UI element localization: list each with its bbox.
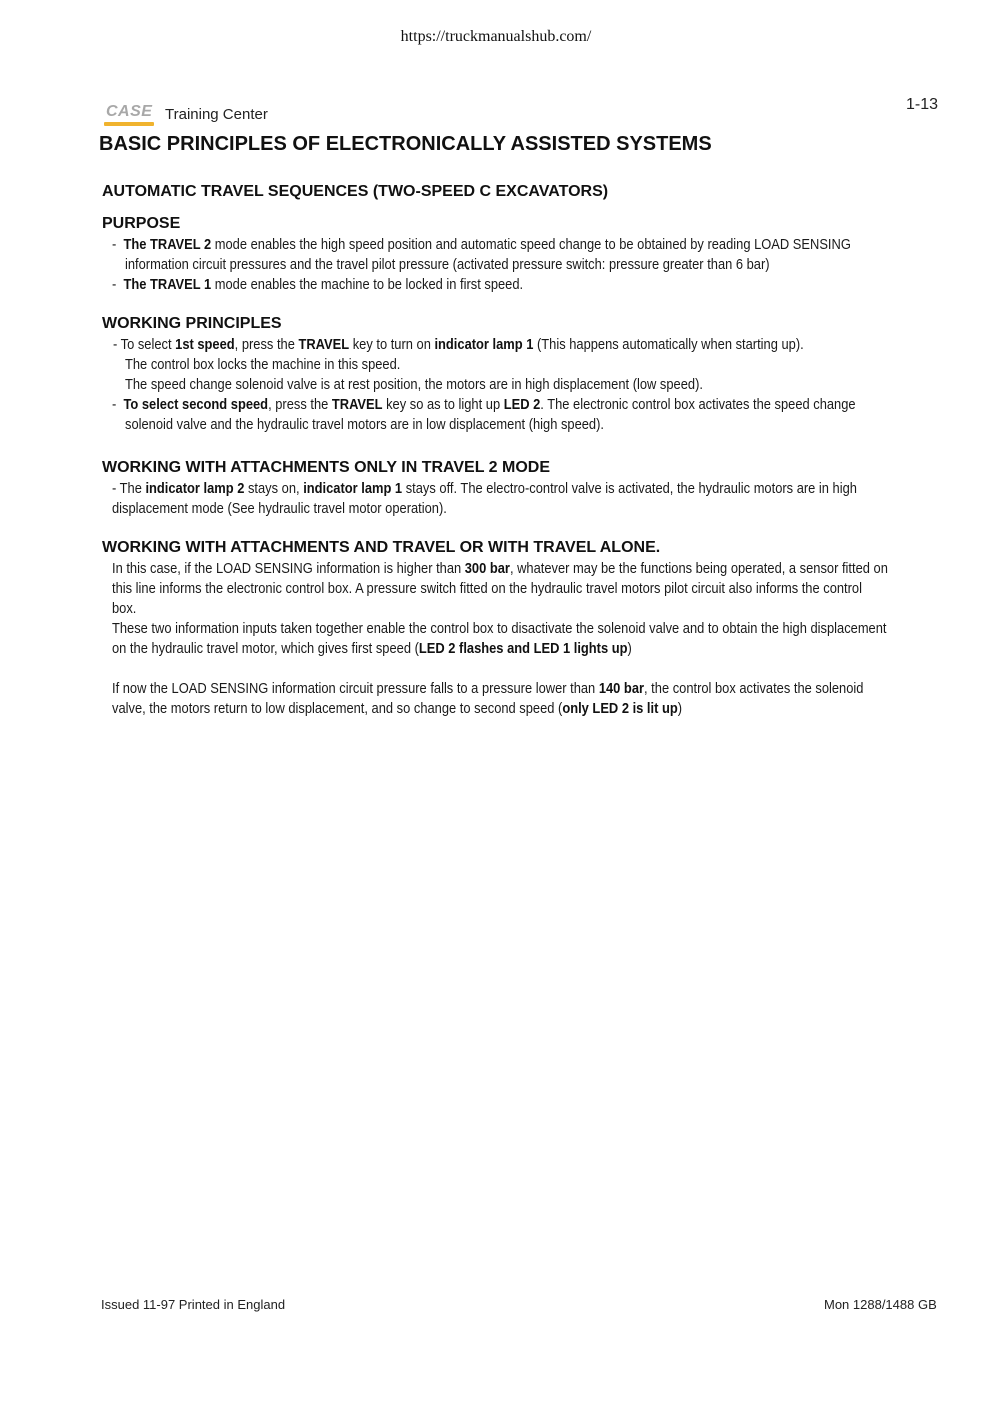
attachments-and-travel-line-4: These two information inputs taken together enable the control box to disactivate the solenoid valve and to obtain the high displacement: [112, 620, 887, 637]
working-principles-line-5: solenoid valve and the hydraulic travel motors are in low displacement (high speed).: [125, 416, 604, 433]
bullet-dash: -: [112, 396, 117, 413]
purpose-travel1-term: The TRAVEL 1: [123, 276, 212, 293]
purpose-heading: PURPOSE: [102, 215, 181, 232]
source-url[interactable]: https://truckmanualshub.com/: [400, 28, 592, 45]
attachments-travel2-line-1: - The indicator lamp 2 stays on, indicator lamp 1 stays off. The electro-control valve is activated, the hydraulic motors are in high: [112, 480, 857, 497]
attachments-travel2-line-2: displacement mode (See hydraulic travel motor operation).: [112, 500, 447, 517]
attachments-and-travel-line-5: on the hydraulic travel motor, which gives first speed (LED 2 flashes and LED 1 lights up): [112, 640, 632, 657]
footer-manual-number: Mon 1288/1488 GB: [824, 1297, 937, 1312]
working-principles-heading: WORKING PRINCIPLES: [102, 315, 282, 332]
attachments-and-travel-line-7: valve, the motors return to low displacement, and so change to second speed (only LED 2 is lit up): [112, 700, 683, 717]
attachments-and-travel-heading: WORKING WITH ATTACHMENTS AND TRAVEL OR WITH TRAVEL ALONE.: [102, 539, 661, 556]
case-logo: [104, 103, 154, 127]
attachments-and-travel-line-6: If now the LOAD SENSING information circuit pressure falls to a pressure lower than 140 bar, the control box activates the solenoid: [112, 680, 864, 697]
working-principles-line-4: - To select second speed, press the TRAVEL key so as to light up LED 2. The electronic control box activates the speed change: [112, 396, 856, 413]
working-principles-line-3: The speed change solenoid valve is at rest position, the motors are in high displacement (low speed).: [125, 376, 703, 393]
bullet-dash: -: [112, 236, 117, 253]
attachments-and-travel-line-3: box.: [112, 600, 137, 617]
working-principles-line-1: - To select 1st speed, press the TRAVEL key to turn on indicator lamp 1 (This happens automatically when starting up).: [113, 336, 804, 353]
footer-issue-info: Issued 11-97 Printed in England: [101, 1297, 286, 1312]
purpose-line-3: - The TRAVEL 1 mode enables the machine to be locked in first speed.: [112, 276, 524, 293]
purpose-line-2: information circuit pressures and the travel pilot pressure (activated pressure switch: pressure greater than 6 bar): [125, 256, 770, 273]
page-title: BASIC PRINCIPLES OF ELECTRONICALLY ASSISTED SYSTEMS: [99, 133, 712, 155]
attachments-and-travel-line-1: In this case, if the LOAD SENSING information is higher than 300 bar, whatever may be the functions being operated, a sensor fitted on: [112, 560, 888, 577]
purpose-travel2-term: The TRAVEL 2: [123, 236, 212, 253]
attachments-and-travel-line-2: this line informs the electronic control box. A pressure switch fitted on the hydraulic travel motors pilot circuit also informs the control: [112, 580, 862, 597]
working-principles-line-2: The control box locks the machine in this speed.: [125, 356, 401, 373]
purpose-line-1: - The TRAVEL 2 mode enables the high speed position and automatic speed change to be obtained by reading LOAD SENSING: [112, 236, 851, 253]
training-center-label: Training Center: [165, 106, 268, 123]
section-title: AUTOMATIC TRAVEL SEQUENCES (TWO-SPEED C EXCAVATORS): [102, 183, 609, 200]
bullet-dash: -: [112, 276, 117, 293]
page-number: 1-13: [906, 96, 939, 113]
attachments-travel2-heading: WORKING WITH ATTACHMENTS ONLY IN TRAVEL 2 MODE: [102, 459, 550, 476]
case-logo-text: CASE: [104, 103, 154, 124]
